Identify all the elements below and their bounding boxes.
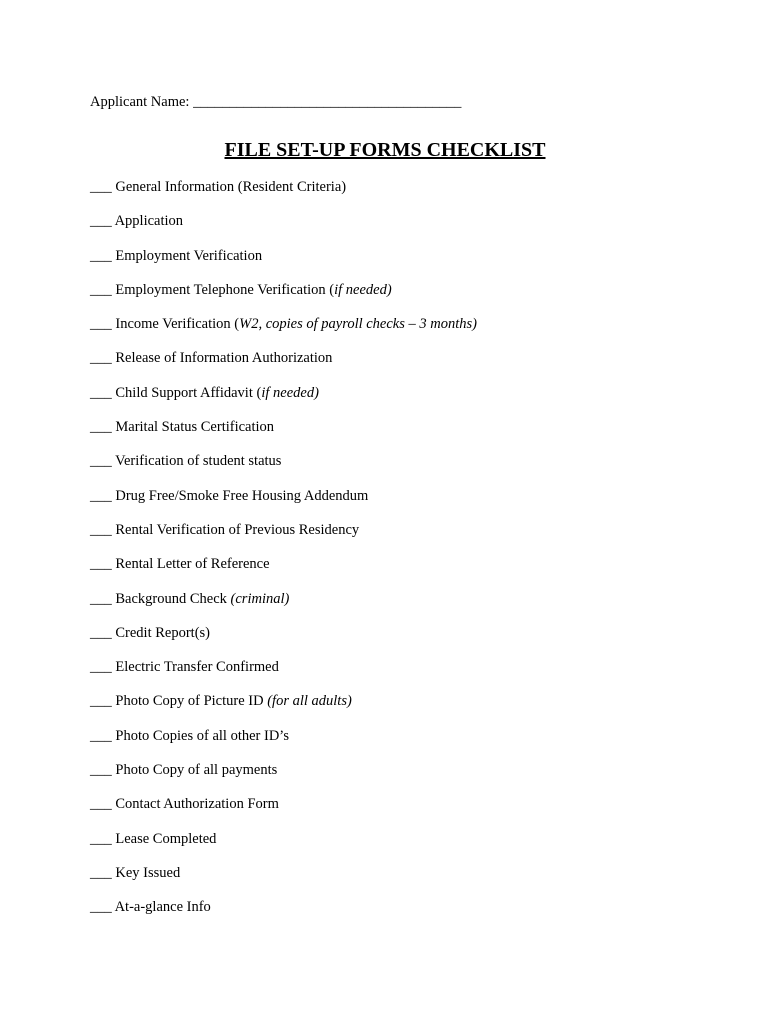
checklist-item	[90, 692, 477, 726]
checklist-item-note: (for all adults)	[267, 693, 352, 710]
checklist-item-blank: ___	[90, 487, 112, 504]
checklist-item-note: W2, copies of payroll checks – 3 months)	[239, 316, 477, 333]
checklist-item-label: Release of Information Authorization	[115, 350, 333, 367]
checklist-item-blank: ___	[90, 384, 112, 401]
checklist-item	[90, 624, 477, 658]
checklist-item	[90, 212, 477, 246]
checklist-item-note: if needed)	[334, 281, 392, 298]
checklist-item-blank: ___	[90, 419, 112, 436]
checklist-item	[90, 864, 477, 898]
checklist-item-label: Income Verification (	[115, 316, 240, 333]
checklist-item	[90, 761, 477, 795]
checklist-item-blank: ___	[90, 281, 112, 298]
page-title: FILE SET-UP FORMS CHECKLIST	[224, 139, 546, 161]
checklist-item	[90, 521, 477, 555]
checklist-item	[90, 830, 477, 864]
checklist-item-blank: ___	[90, 659, 112, 676]
checklist-item-label: Photo Copy of Picture ID	[115, 693, 268, 710]
checklist-item-label: Employment Telephone Verification (	[115, 281, 335, 298]
checklist-item-label: Marital Status Certification	[115, 419, 275, 436]
checklist-item	[90, 281, 477, 315]
checklist-item-blank: ___	[90, 727, 112, 744]
checklist-item-label: Lease Completed	[115, 830, 217, 847]
checklist-item-label: Photo Copies of all other ID’s	[115, 727, 289, 744]
applicant-name-line	[90, 93, 461, 111]
checklist-item-label: Rental Verification of Previous Residency	[115, 521, 360, 538]
checklist-item-label: Drug Free/Smoke Free Housing Addendum	[115, 487, 369, 504]
checklist-item-label: Contact Authorization Form	[115, 796, 279, 813]
checklist-item	[90, 487, 477, 521]
checklist-item-label: Rental Letter of Reference	[115, 556, 270, 573]
checklist-item-blank: ___	[90, 693, 112, 710]
checklist-item-label: Child Support Affidavit (	[115, 384, 262, 401]
checklist-item-blank: ___	[90, 864, 112, 881]
checklist-item-blank: ___	[90, 624, 112, 641]
checklist-item	[90, 247, 477, 281]
checklist-item-label: Application	[114, 213, 184, 230]
checklist-item	[90, 795, 477, 829]
checklist-item	[90, 452, 477, 486]
checklist-item	[90, 315, 477, 349]
checklist-item	[90, 590, 477, 624]
checklist-item-blank: ___	[90, 830, 112, 847]
checklist-item-blank: ___	[90, 179, 112, 195]
checklist-item-label: General Information (Resident Criteria)	[115, 179, 347, 195]
checklist-item-blank: ___	[90, 796, 112, 813]
checklist-item-blank: ___	[90, 762, 112, 779]
checklist-item-blank: ___	[90, 316, 112, 333]
checklist-item-note: if needed)	[261, 384, 319, 401]
checklist-item	[90, 727, 477, 761]
checklist-item-blank: ___	[90, 213, 112, 230]
checklist-item-blank: ___	[90, 521, 112, 538]
checklist-item-label: Employment Verification	[115, 247, 263, 264]
checklist-item-label: Photo Copy of all payments	[115, 762, 278, 779]
checklist-item	[90, 418, 477, 452]
checklist-item-label: Electric Transfer Confirmed	[115, 659, 279, 676]
checklist-item	[90, 349, 477, 383]
checklist-item-note: (criminal)	[230, 590, 290, 607]
checklist-item-label: Key Issued	[115, 864, 181, 881]
checklist-item	[90, 658, 477, 692]
checklist-item	[90, 384, 477, 418]
checklist-item	[90, 178, 477, 212]
checklist-item	[90, 555, 477, 589]
checklist-item-blank: ___	[90, 350, 112, 367]
checklist-item	[90, 898, 477, 932]
applicant-name-blank: _____________________________________	[193, 94, 462, 110]
checklist-item-blank: ___	[90, 590, 112, 607]
checklist-item-label: Background Check	[115, 590, 231, 607]
checklist-item-label: At-a-glance Info	[114, 899, 211, 916]
checklist-item-blank: ___	[90, 453, 112, 470]
checklist-item-blank: ___	[90, 899, 112, 916]
checklist-item-label: Verification of student status	[115, 453, 282, 470]
forms-checklist	[90, 178, 477, 933]
checklist-item-blank: ___	[90, 247, 112, 264]
applicant-name-label: Applicant Name:	[90, 94, 190, 110]
checklist-item-label: Credit Report(s)	[115, 624, 211, 641]
checklist-item-blank: ___	[90, 556, 112, 573]
